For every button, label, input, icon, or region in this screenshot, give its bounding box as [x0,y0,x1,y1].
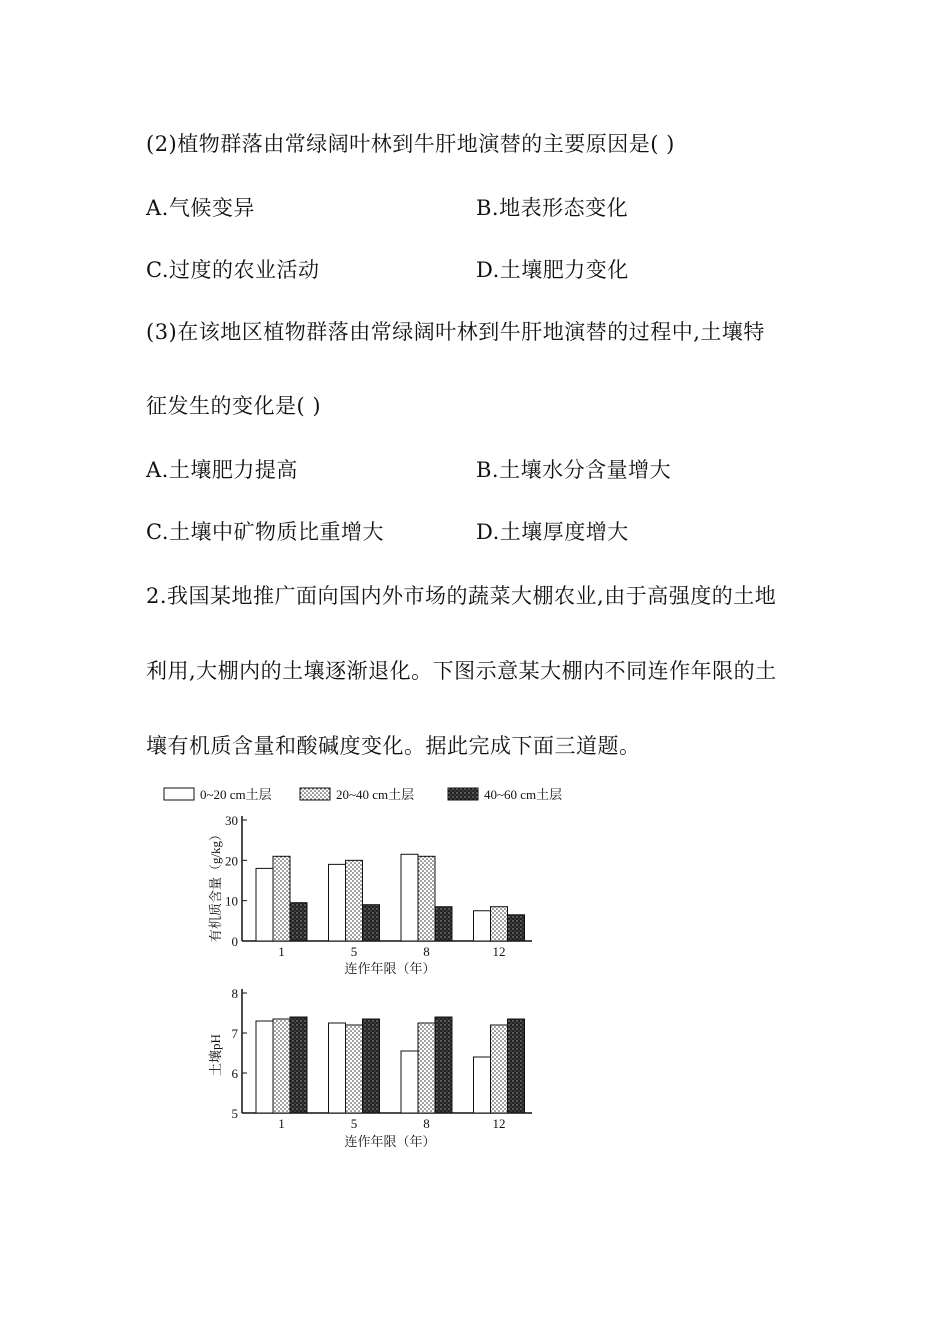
question-3-stem-line2: 征发生的变化是( ) [146,394,322,418]
organic-matter-x-tick-label: 12 [492,944,506,959]
organic-matter-bar-40-60-year-5 [363,905,380,941]
soil-ph-bar-40-60-year-8 [435,1017,452,1113]
organic-matter-bar-40-60-year-1 [290,903,307,941]
organic-matter-bar-0-20-year-5 [329,864,346,941]
soil-ph-x-tick-label: 8 [423,1116,430,1131]
question-2-option-c: C.过度的农业活动 [146,258,320,282]
organic-matter-bar-40-60-year-8 [435,907,452,941]
soil-ph-bar-40-60-year-1 [290,1017,307,1113]
soil-ph-x-tick-label: 5 [350,1116,358,1131]
soil-chart-figure [160,780,600,1160]
soil-ph-y-tick-label: 7 [231,1026,238,1041]
organic-matter-bar-0-20-year-1 [256,868,273,941]
problem-2-line2: 利用,大棚内的土壤逐渐退化。下图示意某大棚内不同连作年限的土 [146,659,777,683]
organic-matter-bar-40-60-year-12 [508,915,525,941]
legend-swatch-40-60 [448,788,478,800]
problem-2-line3: 壤有机质含量和酸碱度变化。据此完成下面三道题。 [146,734,641,758]
legend-label-40-60: 40~60 cm土层 [484,787,563,802]
question-2-option-d: D.土壤肥力变化 [476,258,629,282]
question-2-stem: (2)植物群落由常绿阔叶林到牛肝地演替的主要原因是( ) [146,132,675,156]
soil-ph-bar-20-40-year-5 [346,1025,363,1113]
soil-ph-bar-20-40-year-8 [418,1023,435,1113]
organic-matter-y-label: 有机质含量（g/kg） [208,827,223,943]
organic-matter-x-label: 连作年限（年） [344,961,436,976]
problem-2-line1: 2.我国某地推广面向国内外市场的蔬菜大棚农业,由于高强度的土地 [146,584,777,608]
organic-matter-y-tick-label: 20 [225,853,238,869]
organic-matter-y-tick-label: 30 [225,813,238,828]
soil-ph-bar-0-20-year-5 [329,1023,346,1113]
organic-matter-bar-0-20-year-12 [474,911,491,941]
soil-ph-bar-20-40-year-12 [491,1025,508,1113]
organic-matter-x-tick-label: 8 [423,944,430,959]
organic-matter-bar-20-40-year-1 [273,856,290,941]
soil-ph-chart [208,986,532,1149]
soil-ph-y-tick-label: 6 [231,1066,238,1081]
chart-legend [164,787,562,802]
question-3-stem-line1: (3)在该地区植物群落由常绿阔叶林到牛肝地演替的过程中,土壤特 [146,320,765,344]
soil-ph-y-tick-label: 5 [231,1106,238,1121]
organic-matter-chart [208,813,532,976]
legend-swatch-0-20 [164,788,194,800]
organic-matter-y-tick-label: 10 [225,893,238,909]
legend-label-0-20: 0~20 cm土层 [200,787,272,802]
soil-ph-bar-40-60-year-5 [363,1019,380,1113]
organic-matter-bar-20-40-year-8 [418,856,435,941]
soil-ph-x-tick-label: 1 [278,1116,285,1131]
legend-swatch-20-40 [300,788,330,800]
question-3-option-b: B.土壤水分含量增大 [476,458,672,482]
soil-ph-bar-40-60-year-12 [508,1019,525,1113]
soil-ph-bar-0-20-year-12 [474,1057,491,1113]
organic-matter-y-tick-label: 0 [231,934,238,949]
soil-chart-svg [160,780,600,1160]
organic-matter-bar-20-40-year-12 [491,907,508,941]
question-3-option-a: A.土壤肥力提高 [146,458,298,482]
organic-matter-x-tick-label: 1 [278,944,285,959]
question-2-option-a: A.气候变异 [146,196,255,220]
soil-ph-x-label: 连作年限（年） [344,1134,436,1149]
question-3-option-d: D.土壤厚度增大 [476,520,629,544]
soil-ph-x-tick-label: 12 [492,1116,506,1131]
legend-label-20-40: 20~40 cm土层 [336,787,415,802]
question-3-option-c: C.土壤中矿物质比重增大 [146,520,384,544]
organic-matter-bar-0-20-year-8 [401,854,418,941]
soil-ph-bar-0-20-year-1 [256,1021,273,1113]
organic-matter-bar-20-40-year-5 [346,860,363,941]
soil-ph-y-label: 土壤pH [208,1034,223,1076]
soil-ph-bar-20-40-year-1 [273,1019,290,1113]
soil-ph-y-tick-label: 8 [231,986,238,1001]
question-2-option-b: B.地表形态变化 [476,196,629,220]
soil-ph-bar-0-20-year-8 [401,1051,418,1113]
organic-matter-x-tick-label: 5 [350,944,358,959]
